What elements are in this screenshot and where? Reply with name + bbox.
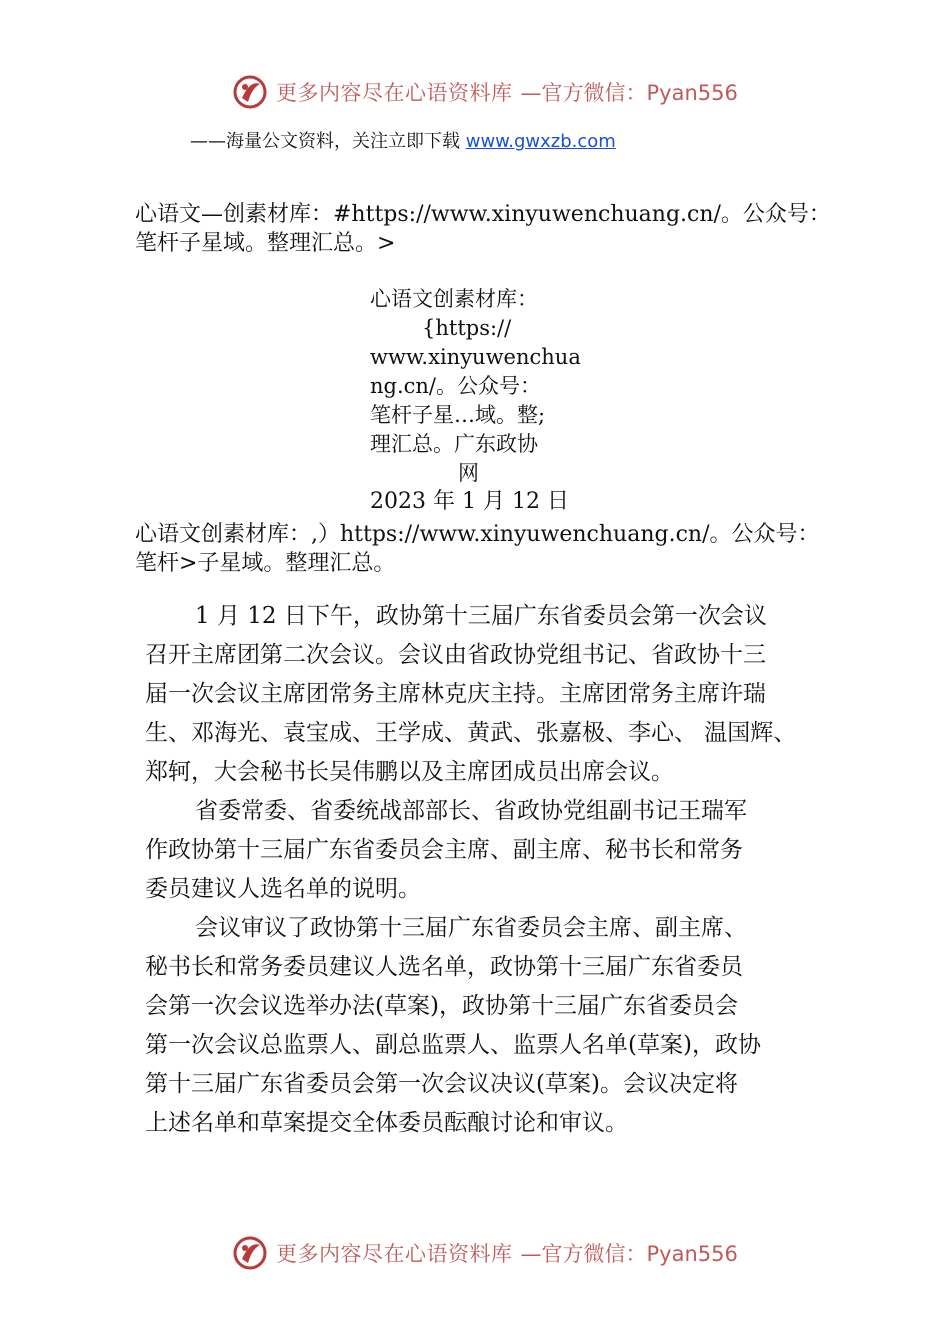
date: 2023 年 1 月 12 日 <box>370 489 569 514</box>
paragraph-2 <box>145 792 845 909</box>
center-line: www.xinyuwenchua <box>370 345 581 369</box>
center-line: 网 <box>458 461 479 485</box>
center-line: 笔杆子星…域。整; <box>370 403 546 427</box>
paragraph-line: 委员建议人选名单的说明。 <box>145 876 421 902</box>
paragraph-line: 第一次会议总监票人、副总监票人、监票人名单(草案)，政协 <box>145 1032 761 1058</box>
paragraph-line: 作政协第十三届广东省委员会主席、副主席、秘书长和常务 <box>145 837 743 863</box>
center-line: ng.cn/。公众号： <box>370 374 542 398</box>
paragraph-line: 会议审议了政协第十三届广东省委员会主席、副主席、 <box>195 915 747 941</box>
paragraph-line: 会第一次会议选举办法(草案)，政协第十三届广东省委员会 <box>145 993 738 1019</box>
paragraph-line: 第十三届广东省委员会第一次会议决议(草案)。会议决定将 <box>145 1071 738 1097</box>
footer-banner <box>232 1233 738 1273</box>
paragraph-line: 召开主席团第二次会议。会议由省政协党组书记、省政协十三 <box>145 642 766 668</box>
logo-icon <box>232 74 268 110</box>
paragraph-3 <box>145 909 845 1143</box>
banner-title: 更多内容尽在心语资料库 <box>276 1242 513 1266</box>
banner-wechat: —官方微信：Pyan556 <box>520 81 738 105</box>
center-line: {https:// <box>422 316 512 340</box>
banner-wechat: —官方微信：Pyan556 <box>520 1242 738 1266</box>
subline-text: ——海量公文资料，关注立即下载 <box>190 131 466 152</box>
source-line-1: 心语文—创素材库：#https://www.xinyuwenchuang.cn/。公众号：笔杆子星域。整理汇总。> <box>135 202 831 256</box>
subline <box>190 127 616 153</box>
source-line-2: 心语文创素材库：,）https://www.xinyuwenchuang.cn/。公众号：笔杆>子星域。整理汇总。 <box>135 522 820 576</box>
logo-icon <box>232 1235 268 1271</box>
center-block <box>370 285 585 488</box>
paragraph-line: 秘书长和常务委员建议人选名单，政协第十三届广东省委员 <box>145 954 743 980</box>
paragraph-line: 省委常委、省委统战部部长、省政协党组副书记王瑞军 <box>195 798 747 824</box>
banner-title: 更多内容尽在心语资料库 <box>276 81 513 105</box>
center-line: 心语文创素材库： <box>370 287 538 311</box>
header-banner <box>232 72 738 112</box>
paragraph-line: 1 月 12 日下午，政协第十三届广东省委员会第一次会议 <box>195 603 767 629</box>
paragraph-line: 上述名单和草案提交全体委员酝酿讨论和审议。 <box>145 1110 628 1136</box>
paragraph-1 <box>145 597 845 792</box>
paragraph-line: 生、邓海光、袁宝成、王学成、黄武、张嘉极、李心、 温国辉、 <box>145 720 797 746</box>
paragraph-line: 郑轲，大会秘书长吴伟鹏以及主席团成员出席会议。 <box>145 759 674 785</box>
paragraph-line: 届一次会议主席团常务主席林克庆主持。主席团常务主席许瑞 <box>145 681 766 707</box>
download-link[interactable]: www.gwxzb.com <box>465 131 616 152</box>
center-line: 理汇总。广东政协 <box>370 432 538 456</box>
